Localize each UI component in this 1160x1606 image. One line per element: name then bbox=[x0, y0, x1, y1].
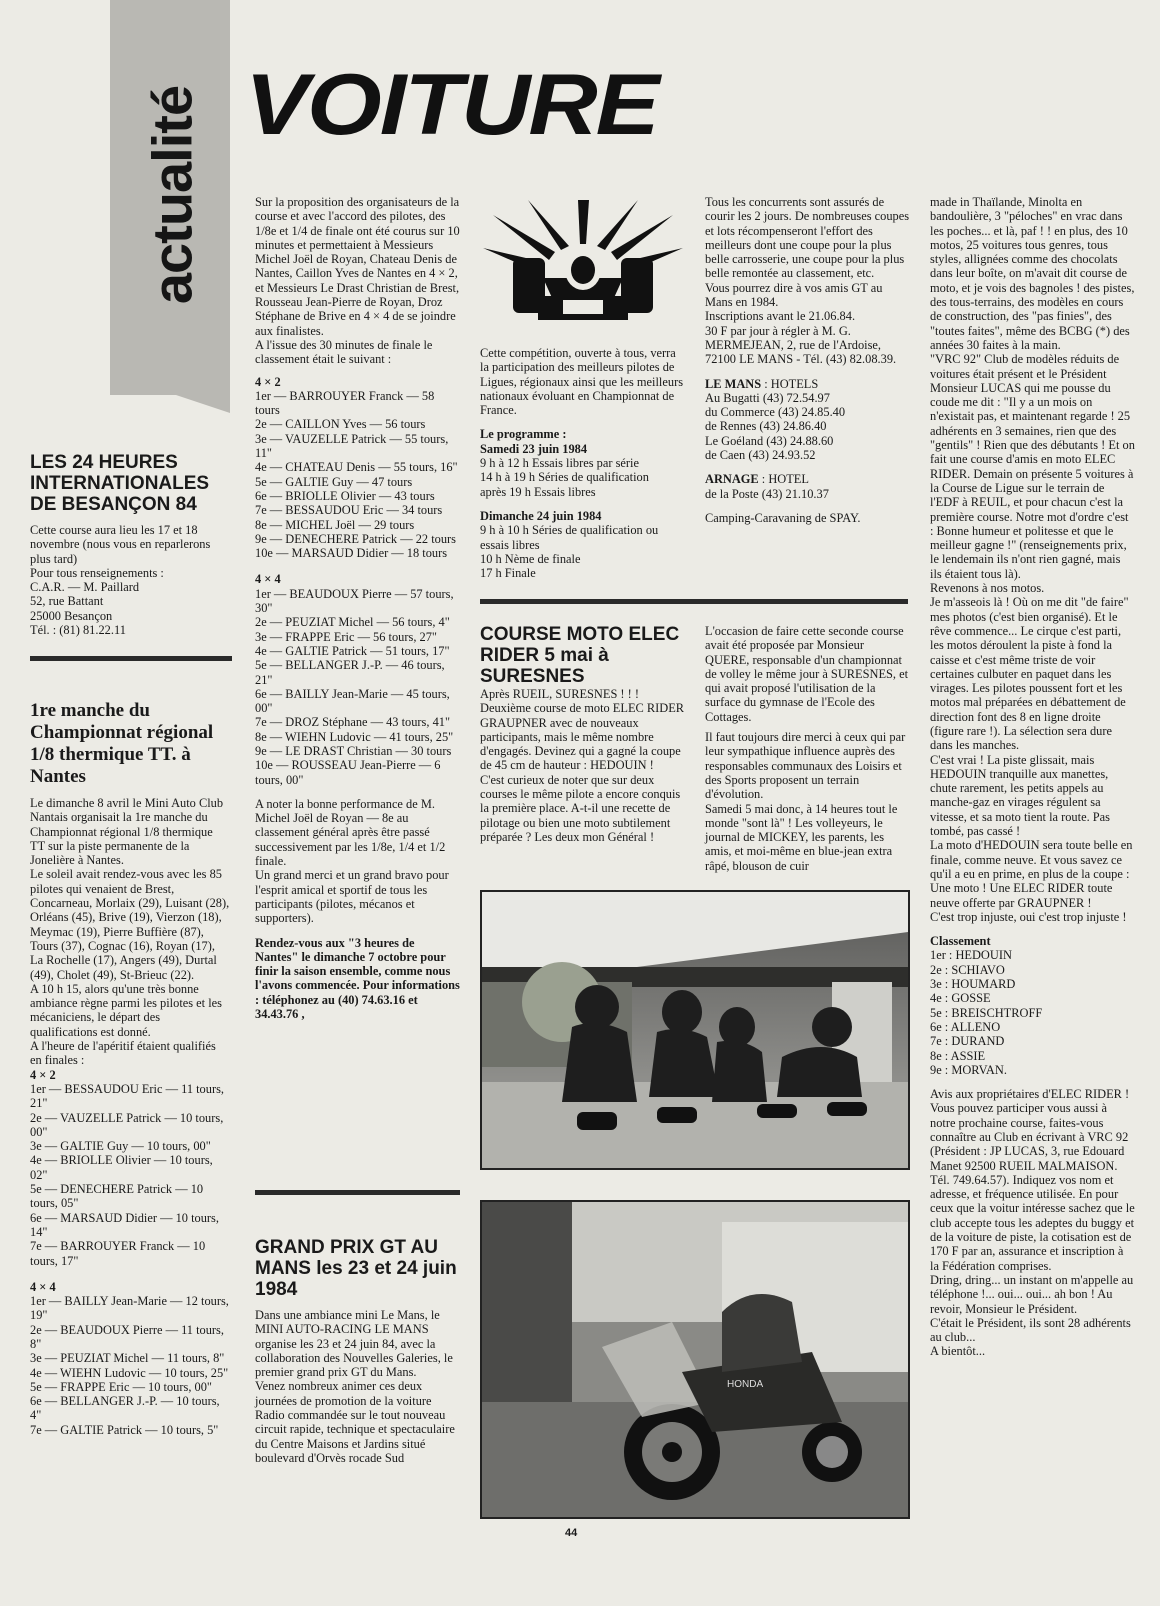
text-moto-11: La moto d'HEDOUIN sera toute belle en finale, comme neuve. Et vous savez ce qu'il a eu en prime, en plus de la coupe : Une moto ! Une ELEC RIDER toute neuve offerte par GRAUPNER ! bbox=[930, 838, 1133, 910]
final-4x2-entry: 3e — VAUZELLE Patrick — 55 tours, 11" bbox=[255, 431, 449, 461]
qualif-4x4-entry: 2e — BEAUDOUX Pierre — 11 tours, 8" bbox=[30, 1322, 224, 1351]
text-moto-6: Samedi 5 mai donc, à 14 heures tout le monde "sont là" ! Les volleyeurs, le journal de MICKEY, les parents, les amis, et moi-même en blue-jean extra râpé, blouson de cuir bbox=[705, 801, 898, 873]
programme-day1: Samedi 23 juin 1984 bbox=[480, 441, 588, 456]
programme-day2: Dimanche 24 juin 1984 bbox=[480, 508, 602, 523]
final-4x2-entry: 6e — BRIOLLE Olivier — 43 tours bbox=[255, 488, 435, 503]
text-moto-12: C'est trop injuste, oui c'est trop injuste ! bbox=[930, 909, 1127, 924]
race-car-logo bbox=[483, 200, 683, 325]
hotel-entry: Au Bugatti (43) 72.54.97 bbox=[705, 390, 830, 405]
text-moto-9: Je m'asseois là ! Où on me dit "de faire" mes photos (c'est bien organisé). Et le rêve commence... Le cirque c'est parti, les motos déroulent la piste à fond la caisse et c'est même triste de voir certaines culbuter en paquet dans les virages. Les pilotes poussent fort et les motos mal préparées en débattement de direction font des 8 en ligne droite (figure rare !). La sélection sera dure dans les manches. bbox=[930, 595, 1129, 753]
classement-entry: 3e : HOUMARD bbox=[930, 977, 1016, 992]
qualif-4x2-entry: 5e — DENECHERE Patrick — 10 tours, 05" bbox=[30, 1182, 204, 1211]
text-gp-competition: Cette compétition, ouverte à tous, verra la participation des meilleurs pilotes de Ligues, régionaux ainsi que les meilleurs nationaux évoluant en Championnat de France. bbox=[480, 346, 684, 418]
hotels-city: LE MANS bbox=[705, 376, 762, 391]
qualif-4x2-entry: 7e — BARROUYER Franck — 10 tours, 17" bbox=[30, 1239, 206, 1268]
text-rendezvous: Rendez-vous aux "3 heures de Nantes" le dimanche 7 octobre pour finir la saison ensemble, comme nous l'avons commencée. Pour informations : téléphonez au (40) 74.63.16 et 34.43.76 , bbox=[255, 935, 460, 1022]
qualif-4x4-entry: 4e — WIEHN Ludovic — 10 tours, 25" bbox=[30, 1365, 229, 1380]
programme-day2-item: 17 h Finale bbox=[480, 566, 536, 581]
final-4x2-heading: 4 × 2 bbox=[255, 374, 281, 389]
text-besancon-street: 52, rue Battant bbox=[30, 594, 104, 609]
qualif-4x2-entry: 6e — MARSAUD Didier — 10 tours, 14" bbox=[30, 1210, 219, 1239]
text-moto-7: made in Thaïlande, Minolta en bandoulière, 3 "péloches" en vrac dans les poches... et là, paf ! ! en plus, des 10 motos, 25 voitures tous genres, tous styles, allignées comme des chocolats dans leur boîte, on m'avait dit course de moto, et je vois des bagnoles ! des pistes, des tous-terrains, des modèles en cours de construction, des "pas finies", des "toutes faites", même des BCBG (*) des années 30 faites à la main. bbox=[930, 195, 1135, 352]
hotels-heading bbox=[705, 377, 910, 391]
section-tag-wedge bbox=[110, 373, 230, 413]
classement-entry: 8e : ASSIE bbox=[930, 1048, 986, 1063]
classement-entry: 2e : SCHIAVO bbox=[930, 962, 1005, 977]
classement-entry: 6e : ALLENO bbox=[930, 1019, 1001, 1034]
text-michel-note: A noter la bonne performance de M. Michel Joël de Royan — 8e au classement général après être passé successivement par les 1/8e, 1/4 et 1/2 finale. bbox=[255, 796, 446, 869]
text-gp-2: Venez nombreux animer ces deux journées de promotion de la voiture Radio commandée sur le tout nouveau circuit rapide, technique et spectaculaire du Centre Maisons et Jardins situé boulevard d'Orvès rocade Sud bbox=[255, 1379, 455, 1465]
text-besancon-city: 25000 Besançon bbox=[30, 608, 113, 623]
text-moto-1: Après RUEIL, SURESNES ! ! ! bbox=[480, 687, 640, 701]
text-moto-3: C'est curieux de noter que sur deux courses le même pilote a encore conquis la première place. A-t-il une recette de pilotage ou bien une moto subtilement préparée ? Les deux mon Général ! bbox=[480, 772, 681, 844]
final-4x2-list bbox=[255, 375, 460, 561]
qualif-4x4-entry: 5e — FRAPPE Eric — 10 tours, 00" bbox=[30, 1379, 212, 1394]
hotel-entry: de Caen (43) 24.93.52 bbox=[705, 448, 816, 463]
classement-entry: 9e : MORVAN. bbox=[930, 1062, 1007, 1077]
programme-heading: Le programme : bbox=[480, 427, 567, 442]
section-label-text: actualité bbox=[140, 85, 204, 305]
final-4x4-entry: 1er — BEAUDOUX Pierre — 57 tours, 30" bbox=[255, 586, 454, 616]
hotels-label: : HOTELS bbox=[761, 376, 819, 391]
text-nantes-3: A 10 h 15, alors qu'une très bonne ambiance règne parmi les pilotes et les mécaniciens, le départ des qualifications est donné. bbox=[30, 981, 222, 1039]
text-moto-10: C'est vrai ! La piste glissait, mais HEDOUIN tranquille aux manettes, chute rarement, les petits appels au manche-gaz en virages régulent sa vitesse, et sa moto tient la route. Pas tombé, pas cassé ! bbox=[930, 752, 1110, 839]
final-4x4-entry: 3e — FRAPPE Eric — 56 tours, 27" bbox=[255, 629, 437, 644]
text-gp-prizes: Tous les concurrents sont assurés de courir les 2 jours. De nombreuses coupes et lots récompenseront l'effort des meilleurs dont une coupe pour la plus belle carrosserie, une coupe pour la plus belle remontée au classement, etc. bbox=[705, 195, 910, 281]
final-4x4-entry: 4e — GALTIE Patrick — 51 tours, 17" bbox=[255, 643, 450, 658]
column-c bbox=[480, 346, 687, 580]
qualif-4x4-entry: 7e — GALTIE Patrick — 10 tours, 5" bbox=[30, 1422, 219, 1437]
text-besancon-intro: Cette course aura lieu les 17 et 18 novembre (nous vous en reparlerons plus tard) bbox=[30, 523, 211, 566]
text-avis: Avis aux propriétaires d'ELEC RIDER ! bbox=[930, 1087, 1130, 1102]
qualif-4x2-list bbox=[30, 1068, 230, 1268]
programme-day2-list bbox=[480, 523, 687, 580]
qualif-4x4-entry: 1er — BAILLY Jean-Marie — 12 tours, 19" bbox=[30, 1294, 229, 1323]
divider-cd bbox=[480, 599, 908, 604]
qualif-4x2-heading: 4 × 2 bbox=[30, 1067, 56, 1082]
final-4x4-entry: 10e — ROUSSEAU Jean-Pierre — 6 tours, 00" bbox=[255, 758, 441, 787]
text-moto-5: Il faut toujours dire merci à ceux qui par leur sympathique influence auprès des responsables communaux des Loisirs et des Sports proposent un terrain d'évolution. bbox=[705, 730, 906, 802]
qualif-4x4-list bbox=[30, 1280, 230, 1437]
divider-a1 bbox=[30, 656, 232, 661]
photo-motorcycle bbox=[480, 1200, 910, 1519]
final-4x2-entry: 7e — BESSAUDOU Eric — 34 tours bbox=[255, 503, 443, 518]
photo-pilots bbox=[480, 890, 910, 1170]
text-nantes-4: A l'heure de l'apéritif étaient qualifiés en finales : bbox=[30, 1039, 216, 1068]
hotel-entry: Le Goéland (43) 24.88.60 bbox=[705, 433, 834, 448]
arnage-label: : HOTEL bbox=[758, 472, 809, 487]
arnage-city: ARNAGE bbox=[705, 472, 759, 487]
classement-entry: 7e : DURAND bbox=[930, 1034, 1005, 1049]
heading-nantes: 1re manche du Championnat régional 1/8 thermique TT. à Nantes bbox=[30, 700, 214, 787]
page-number: 44 bbox=[565, 1527, 578, 1539]
text-moto-4: L'occasion de faire cette seconde course avait été proposée par Monsieur QUERE, responsable d'un championnat de volley le même jour à SURESNES, et qui avait proposé l'utilisation de la surface du gymnase de l'Ecole des Cottages. bbox=[705, 624, 909, 724]
classement-entry: 4e : GOSSE bbox=[930, 991, 991, 1006]
page-title: VOITURE bbox=[245, 56, 658, 153]
text-nantes-1: Le dimanche 8 avril le Mini Auto Club Nantais organisait la 1re manche du Championnat régional 1/8 thermique TT sur la piste permanente de la Jonelière à Nantes. bbox=[30, 796, 224, 868]
qualif-4x2-entry: 4e — BRIOLLE Olivier — 10 tours, 02" bbox=[30, 1153, 213, 1182]
final-4x4-heading: 4 × 4 bbox=[255, 572, 281, 587]
section-label bbox=[132, 50, 212, 340]
final-4x4-list bbox=[255, 572, 460, 786]
text-abientot: A bientôt... bbox=[930, 1344, 986, 1359]
final-4x2-entry: 2e — CAILLON Yves — 56 tours bbox=[255, 417, 426, 432]
heading-course-moto: COURSE MOTO ELEC RIDER 5 mai à SURESNES bbox=[480, 624, 680, 687]
column-c-moto bbox=[480, 624, 687, 844]
qualif-4x4-entry: 6e — BELLANGER J.-P. — 10 tours, 4" bbox=[30, 1394, 220, 1423]
programme-day1-item: 14 h à 19 h Séries de qualification bbox=[480, 470, 649, 485]
text-finals-classement: A l'issue des 30 minutes de finale le classement était le suivant : bbox=[255, 337, 433, 367]
text-besancon-contact: C.A.R. — M. Paillard bbox=[30, 580, 140, 595]
final-4x2-entry: 9e — DENECHERE Patrick — 22 tours bbox=[255, 531, 456, 546]
final-4x2-entry: 4e — CHATEAU Denis — 55 tours, 16" bbox=[255, 460, 458, 475]
race-car-icon bbox=[483, 200, 683, 325]
photo-motorcycle-image bbox=[482, 1202, 908, 1517]
final-4x4-entry: 9e — LE DRAST Christian — 30 tours bbox=[255, 743, 452, 758]
text-gp-1: Dans une ambiance mini Le Mans, le MINI AUTO-RACING LE MANS organise les 23 et 24 juin 84, avec la collaboration des Nouvelles Galeries, le premier grand prix GT du Mans. bbox=[255, 1308, 453, 1380]
hotel-entry: du Commerce (43) 24.85.40 bbox=[705, 405, 846, 420]
column-d bbox=[705, 195, 910, 525]
camping-text: Camping-Caravaning de SPAY. bbox=[705, 510, 861, 525]
column-b bbox=[255, 195, 460, 1021]
programme-day1-item: après 19 h Essais libres bbox=[480, 484, 596, 499]
programme-day2-item: 10 h Nème de finale bbox=[480, 551, 581, 566]
classement-heading: Classement bbox=[930, 934, 991, 949]
arnage-hotel: de la Poste (43) 21.10.37 bbox=[705, 486, 829, 501]
text-finals-intro: Sur la proposition des organisateurs de la course et avec l'accord des pilotes, des 1/8e et 1/4 de finale ont été courus sur 10 minutes et permettaient à Messieurs Michel Joël de Royan, Chateau Denis de Nantes, Caillon Yves de Nantes en 4 × 2, et Messieurs Le Drast Christian de Brest, Rousseau Jean-Pierre de Royan, Droz Stéphane de Brive en 4 × 4 de se joindre aux finalistes. bbox=[255, 195, 460, 338]
final-4x4-entry: 7e — DROZ Stéphane — 43 tours, 41" bbox=[255, 715, 451, 730]
column-b-gp bbox=[255, 1237, 460, 1465]
text-besancon-info: Pour tous renseignements : bbox=[30, 565, 164, 580]
column-a bbox=[30, 452, 230, 637]
text-president: C'était le Président, ils sont 28 adhérents au club... bbox=[930, 1315, 1131, 1345]
text-besancon-phone: Tél. : (81) 81.22.11 bbox=[30, 623, 126, 638]
column-a-nantes bbox=[30, 700, 230, 1437]
final-4x4-entry: 8e — WIEHN Ludovic — 41 tours, 25" bbox=[255, 729, 454, 744]
final-4x2-entry: 1er — BARROUYER Franck — 58 tours bbox=[255, 388, 435, 418]
hotel-list bbox=[705, 391, 910, 462]
final-4x2-entry: 10e — MARSAUD Didier — 18 tours bbox=[255, 546, 448, 561]
final-4x2-entry: 8e — MICHEL Joël — 29 tours bbox=[255, 517, 415, 532]
column-d-moto bbox=[705, 624, 910, 873]
text-moto-8: Revenons à nos motos. bbox=[930, 581, 1045, 596]
column-e bbox=[930, 195, 1135, 1359]
programme-day1-item: 9 h à 12 h Essais libres par série bbox=[480, 456, 639, 471]
arnage-heading bbox=[705, 472, 910, 486]
text-thanks: Un grand merci et un grand bravo pour l'esprit amical et sportif de tous les participants (pilotes, mécanos et supporters). bbox=[255, 868, 449, 926]
final-4x2-entry: 5e — GALTIE Guy — 47 tours bbox=[255, 474, 413, 489]
qualif-4x2-entry: 1er — BESSAUDOU Eric — 11 tours, 21" bbox=[30, 1081, 224, 1111]
hotel-entry: de Rennes (43) 24.86.40 bbox=[705, 419, 827, 434]
classement-entry: 5e : BREISCHTROFF bbox=[930, 1005, 1043, 1020]
photo-pilots-image bbox=[482, 892, 908, 1168]
text-gp-inscriptions: Inscriptions avant le 21.06.84. bbox=[705, 309, 856, 324]
divider-b1 bbox=[255, 1190, 460, 1195]
text-nantes-2: Le soleil avait rendez-vous avec les 85 pilotes qui venaient de Brest, Concarneau, Morlaix (29), Luisant (28), Orléans (45), Brive (19), Vierzon (18), Meymac (19), Pierre Buffière (87), Tours (37), Cognac (16), Royan (17), La Rochelle (17), Angers (49), Durtal (49), Cholet (49), St-Brieuc (22). bbox=[30, 867, 230, 982]
text-moto-2: Deuxième course de moto ELEC RIDER GRAUPNER avec de nouveaux participants, mais le même nombre d'engagés. Devinez qui a gagné la coupe de 45 cm de hauteur : HEDOUIN ! bbox=[480, 701, 685, 773]
heading-besancon: LES 24 HEURES INTERNATIONALES DE BESANÇON 84 bbox=[30, 452, 210, 515]
text-gp-friends: Vous pourrez dire à vos amis GT au Mans en 1984. bbox=[705, 280, 883, 310]
qualif-4x2-entry: 2e — VAUZELLE Patrick — 10 tours, 00" bbox=[30, 1110, 224, 1139]
text-dring: Dring, dring... un instant on m'appelle au téléphone !... oui... oui... ah bon ! Au revoir, Monsieur le Président. bbox=[930, 1272, 1134, 1316]
classement-entry: 1er : HEDOUIN bbox=[930, 948, 1012, 963]
text-moto-vrc: "VRC 92" Club de modèles réduits de voitures était présent et le Président Monsieur LUCAS qui me pousse du coude me dit : "Il y a un mois on n'existait pas, et maintenant regarde ! 25 adhérents en 3 semaines, rien que des "gentils" ! Rien que des débutants ! Et on fait une course d'amis en moto ELEC RIDER. Demain on présente 5 voitures à la Course de Ligue sur le terrain de l'EDF à REUIL, et pour chacun c'est la première course. Notre mot d'ordre c'est : Bonne humeur et politesse et que le meilleur gagne !" (renseignements prix, le lendemain ils n'ont rien gagné, mais ils étaient tous là). bbox=[930, 352, 1135, 581]
qualif-4x2-entry: 3e — GALTIE Guy — 10 tours, 00" bbox=[30, 1139, 211, 1154]
photo-bike-brand: HONDA bbox=[727, 1379, 764, 1390]
qualif-4x4-heading: 4 × 4 bbox=[30, 1279, 56, 1294]
final-4x4-entry: 2e — PEUZIAT Michel — 56 tours, 4" bbox=[255, 615, 450, 630]
programme-day2-item: 9 h à 10 h Séries de qualification ou essais libres bbox=[480, 523, 659, 552]
text-gp-payment: 30 F par jour à régler à M. G. MERMEJEAN, 2, rue de l'Ardoise, 72100 LE MANS - Tél. (43) 82.08.39. bbox=[705, 323, 897, 367]
classement-list bbox=[930, 948, 1135, 1077]
heading-grand-prix: GRAND PRIX GT AU MANS les 23 et 24 juin 1984 bbox=[255, 1237, 457, 1300]
qualif-4x4-entry: 3e — PEUZIAT Michel — 11 tours, 8" bbox=[30, 1351, 225, 1366]
final-4x4-entry: 5e — BELLANGER J.-P. — 46 tours, 21" bbox=[255, 658, 445, 687]
text-club-info: Vous pouvez participer vous aussi à notre prochaine course, faites-vous connaître au Club en écrivant à VRC 92 (Président : JP LUCAS, 3, rue Edouard Manet 92500 RUEIL MALMAISON. Tél. 749.64.57). Indiquez vos nom et adresse, et fréquence utilisée. En pour ceux que la voitur intéresse sachez que le club accepte tous les adeptes du buggy et de la voiture de piste, la cotisation est de 170 F par an, assurance et inscription à la Fédération comprises. bbox=[930, 1101, 1135, 1273]
programme-day1-list bbox=[480, 456, 687, 499]
final-4x4-entry: 6e — BAILLY Jean-Marie — 45 tours, 00" bbox=[255, 686, 450, 716]
